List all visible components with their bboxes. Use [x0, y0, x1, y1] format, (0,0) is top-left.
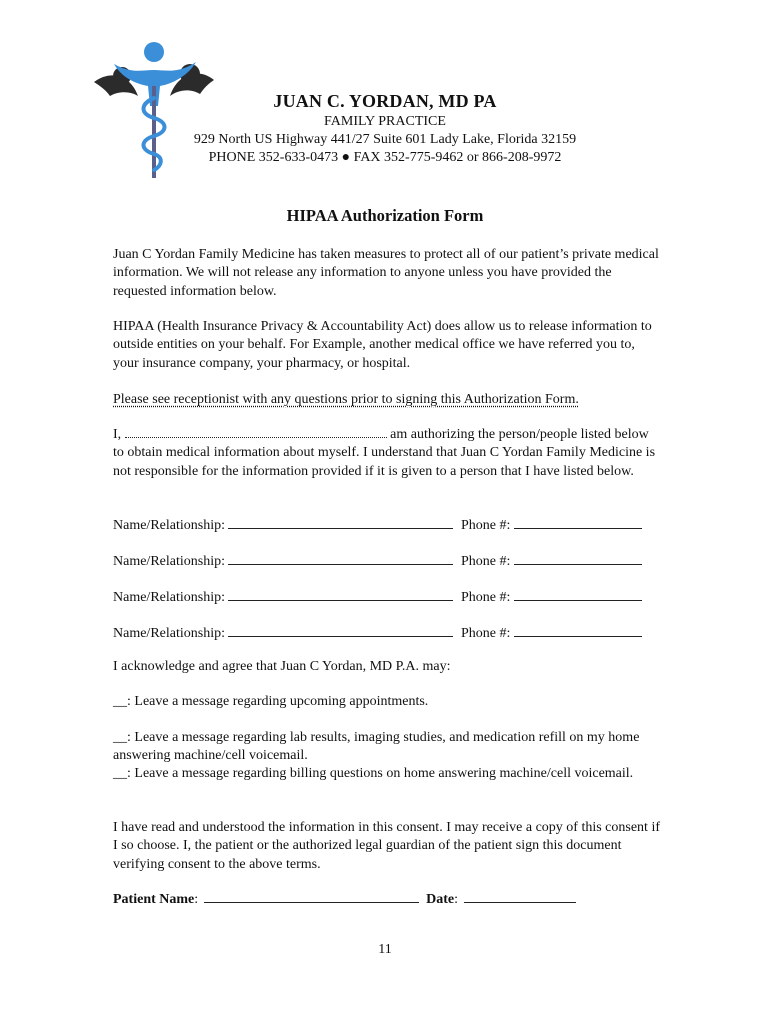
page-number: 11 [378, 942, 392, 957]
practice-subtitle: FAMILY PRACTICE [324, 114, 446, 129]
date-label: Date [426, 892, 455, 907]
name-relationship-field[interactable] [228, 515, 453, 529]
name-relationship-label: Name/Relationship: [113, 518, 225, 533]
name-relationship-field[interactable] [228, 587, 453, 601]
hipaa-paragraph: HIPAA (Health Insurance Privacy & Accountability Act) does allow us to release information to outside entities on your behalf. For Example, another medical office we have referred you to, your insurance company, your pharmacy, or hospital. [113, 319, 652, 371]
phone-label: Phone #: [460, 590, 511, 605]
signature-row [113, 889, 576, 909]
phone-label: Phone #: [460, 518, 511, 533]
phone-field[interactable] [514, 515, 642, 529]
contact-row [113, 515, 642, 535]
privacy-paragraph: Juan C Yordan Family Medicine has taken measures to protect all of our patient’s private medical information. We will not release any information to anyone unless you have provided the requested information below. [113, 247, 659, 299]
phone-label: Phone #: [460, 554, 511, 569]
name-relationship-field[interactable] [228, 623, 453, 637]
patient-name-field[interactable] [204, 889, 419, 903]
authorization-paragraph [113, 425, 661, 481]
contact-row [113, 551, 642, 571]
name-relationship-label: Name/Relationship: [113, 590, 225, 605]
phone-field[interactable] [514, 623, 642, 637]
form-title: HIPAA Authorization Form [286, 206, 484, 225]
practice-address: 929 North US Highway 441/27 Suite 601 Lady Lake, Florida 32159 [193, 132, 577, 147]
billing-option[interactable]: __: Leave a message regarding billing questions on home answering machine/cell voicemail. [113, 766, 634, 781]
name-relationship-field[interactable] [228, 551, 453, 565]
date-colon: : [454, 892, 459, 907]
lab-results-option[interactable]: __: Leave a message regarding lab results, imaging studies, and medication refill on my home answering machine/cell voicemail. [113, 730, 640, 764]
receptionist-notice: Please see receptionist with any questions prior to signing this Authorization Form. [113, 392, 579, 407]
contact-row [113, 623, 642, 643]
phone-label: Phone #: [460, 626, 511, 641]
contact-row [113, 587, 642, 607]
authorization-prefix: I, [113, 427, 122, 442]
practice-name: JUAN C. YORDAN, MD PA [273, 91, 497, 111]
appointments-option[interactable]: __: Leave a message regarding upcoming appointments. [113, 694, 429, 709]
patient-name-label: Patient Name [113, 892, 195, 907]
name-relationship-label: Name/Relationship: [113, 554, 225, 569]
date-field[interactable] [464, 889, 576, 903]
patient-name-colon: : [194, 892, 199, 907]
authorization-text: am authorizing the person/people listed below to obtain medical information about myself. I understand that Juan C Yordan Family Medicine is not responsible for the information provided if it is given to a person that I have listed below. [113, 427, 656, 479]
practice-contact: PHONE 352-633-0473 ● FAX 352-775-9462 or 866-208-9972 [208, 150, 562, 165]
authorizer-name-field[interactable] [125, 425, 387, 438]
phone-field[interactable] [514, 551, 642, 565]
acknowledgement-text: I acknowledge and agree that Juan C Yordan, MD P.A. may: [113, 659, 451, 674]
consent-paragraph: I have read and understood the information in this consent. I may receive a copy of this consent if I so choose. I, the patient or the authorized legal guardian of the patient sign this document verifying consent to the above terms. [113, 820, 660, 872]
phone-field[interactable] [514, 587, 642, 601]
name-relationship-label: Name/Relationship: [113, 626, 225, 641]
